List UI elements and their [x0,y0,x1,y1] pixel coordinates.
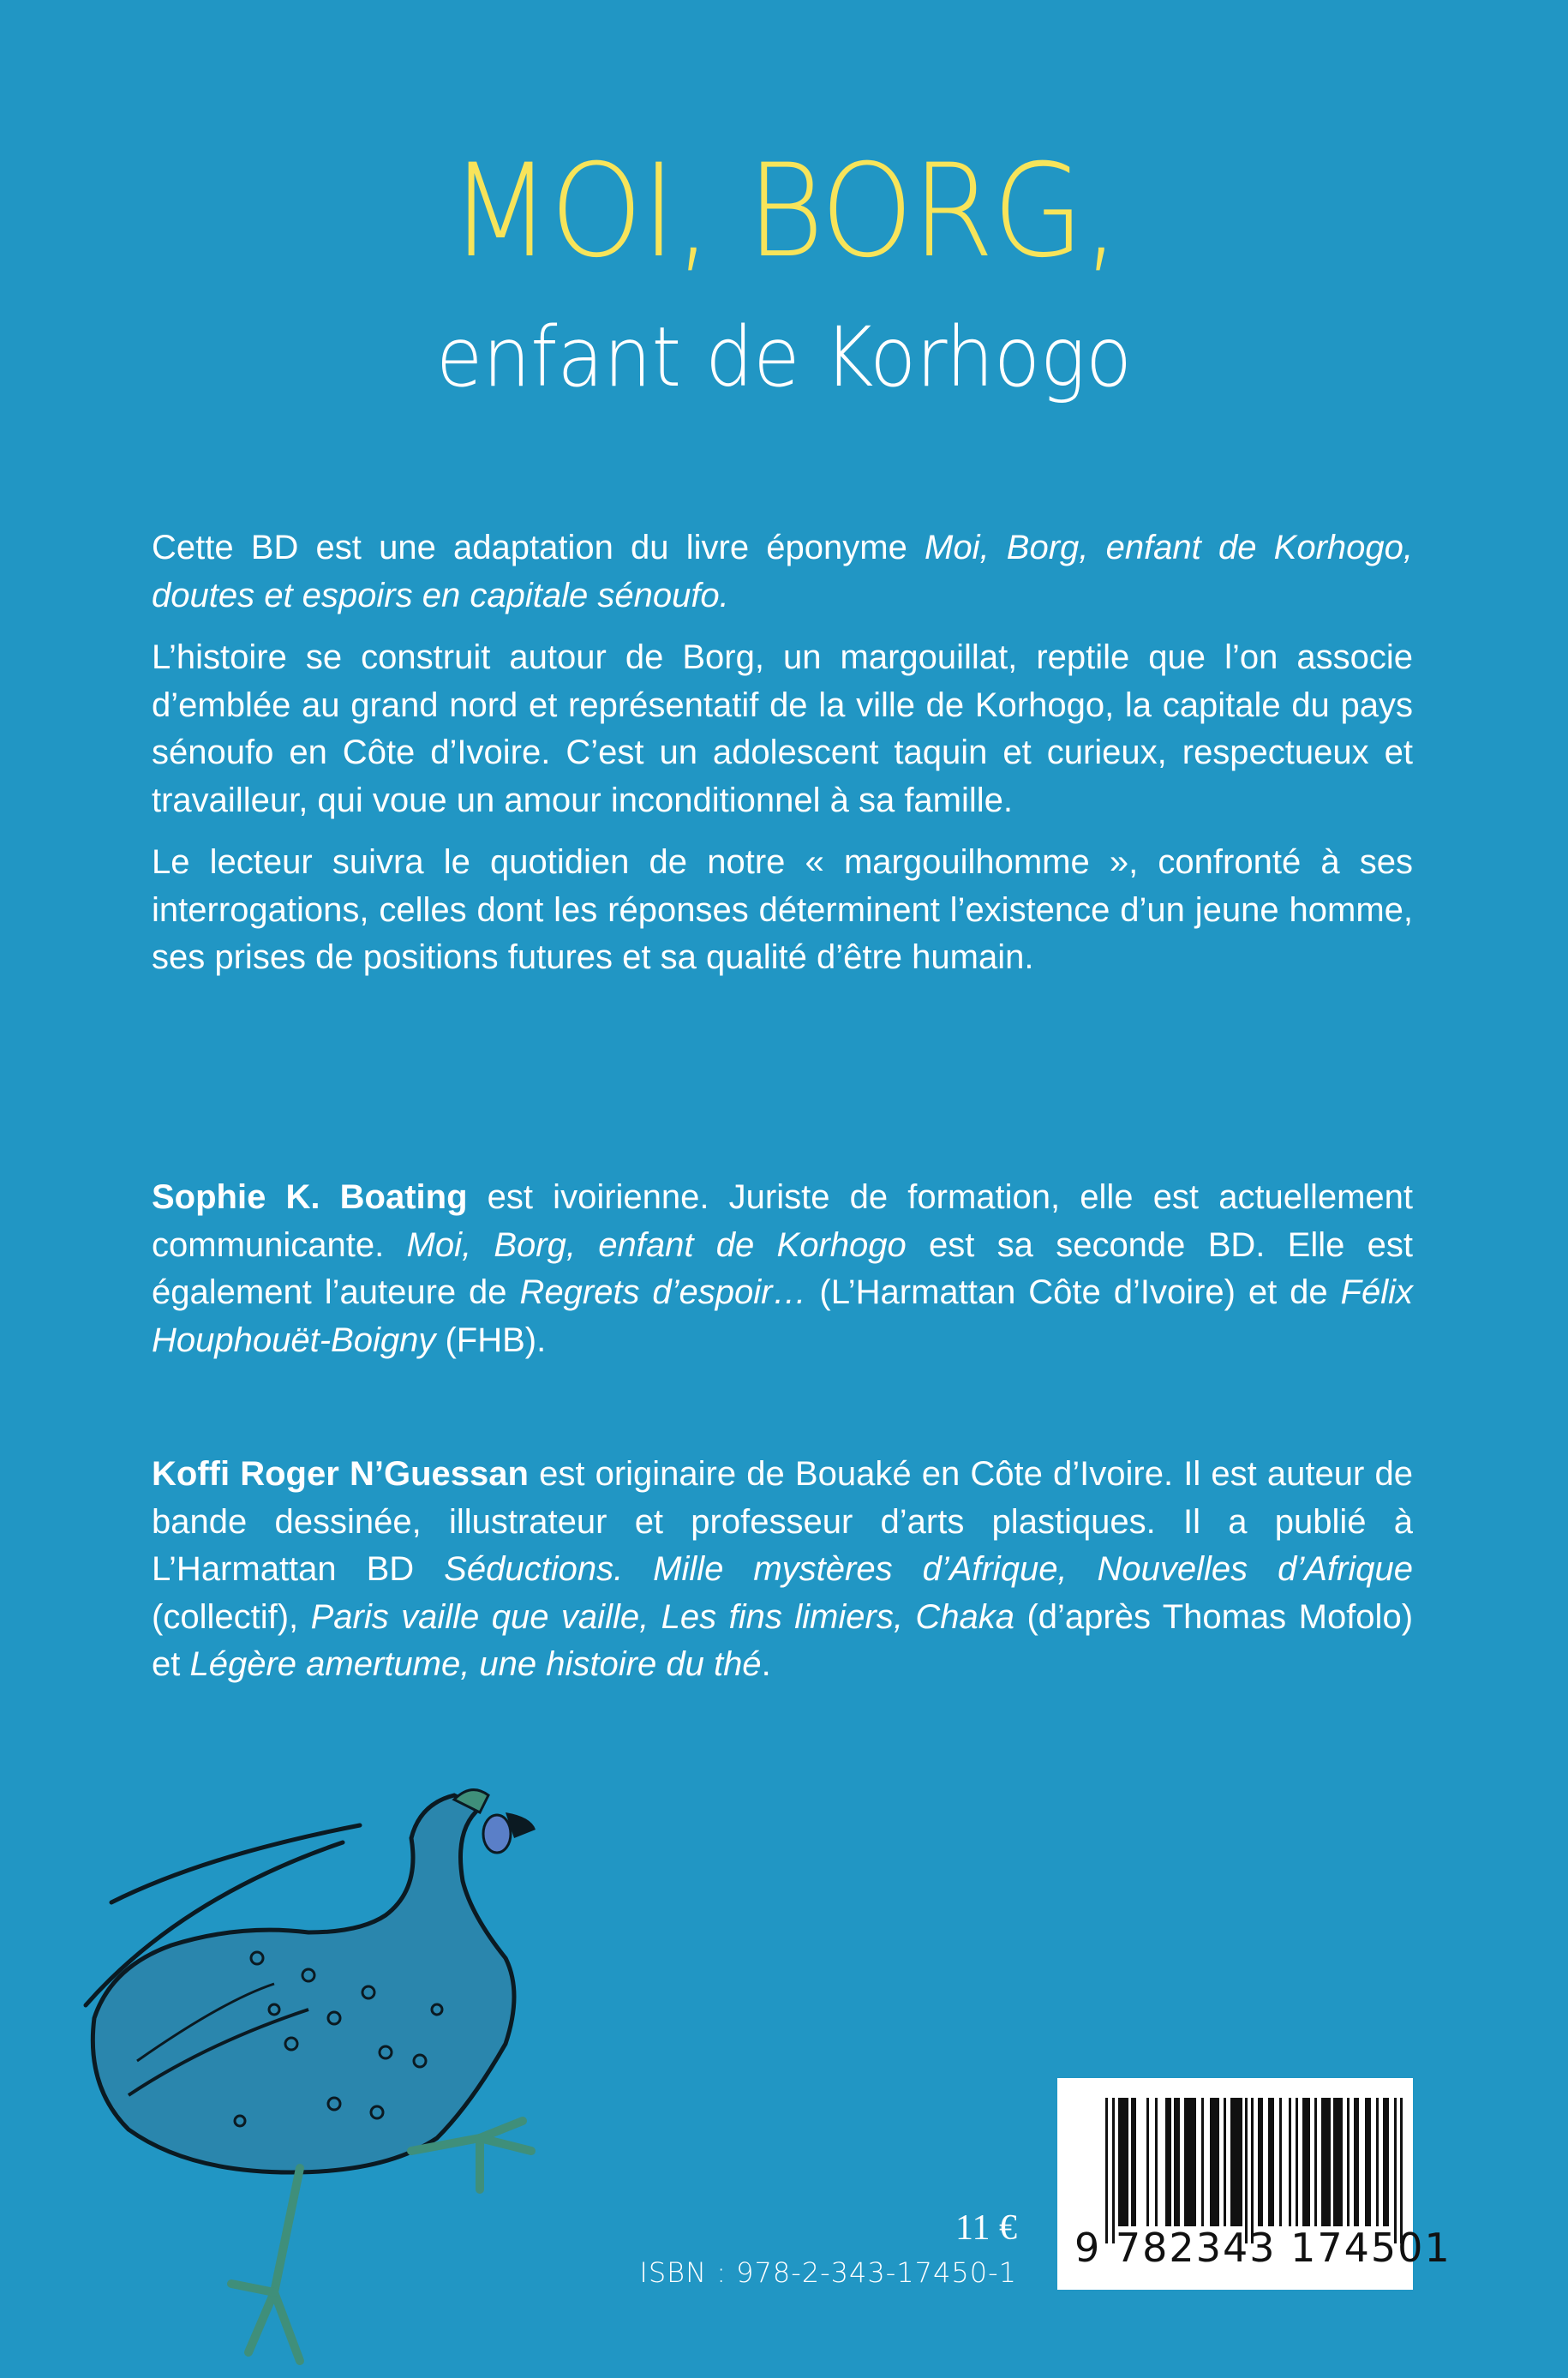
bio-title: Paris vaille que vaille, Les fins limiers, Chaka [310,1597,1015,1636]
barcode [1057,2078,1451,2290]
summary-paragraph-3: Le lecteur suivra le quotidien de notre « margouilhomme », confronté à ses interrogations, celles dont les réponses déterminent l’existence d’un jeune homme, ses prises de positions futures et sa qualité d’être humain. [152,843,1413,976]
bio-text: est ivoirienne. Juriste de formation, elle est actuellement communicante. [152,1178,1413,1264]
book-title: MOI, BORG, [449,137,1119,286]
bio-title: Séductions. Mille mystères d’Afrique, Nouvelles d’Afrique [444,1550,1413,1588]
bio-title: Félix Houphouët-Boigny [152,1273,1413,1359]
bio-text: est sa seconde BD. Elle est également l’auteure de [152,1225,1414,1311]
summary-p1-text: Cette BD est une adaptation du livre éponyme [152,529,925,566]
summary-paragraph-2: L’histoire se construit autour de Borg, un margouillat, reptile que l’on associe d’emblée au grand nord et représentatif de la ville de Korhogo, la capitale du pays sénoufo en Côte d’Ivoire. C’est un adolescent taquin et curieux, respectueux et travailleur, qui voue un amour inconditionnel à sa famille. [152,638,1413,819]
guinea-fowl-illustration [77,1761,540,2378]
author-name: Sophie K. Boating [152,1178,468,1216]
bio-text: (L’Harmattan Côte d’Ivoire) et de [806,1273,1341,1311]
price-label: 11 € [955,2208,1017,2248]
summary-paragraph-1 [152,524,1413,620]
isbn-label: ISBN : 978-2-343-17450-1 [639,2256,1017,2289]
bio-text: est originaire de Bouaké en Côte d’Ivoire. Il est auteur de bande dessinée, illustrateur et professeur d’arts plastiques. Il a publié à L’Harmattan BD [152,1455,1413,1588]
bio-text: (collectif), [152,1597,311,1636]
summary-text [152,524,1413,982]
bio-text: (d’après Thomas Mofolo) et [152,1597,1414,1683]
bio-title: Légère amertume, une histoire du thé [189,1645,762,1683]
bio-text: (FHB). [435,1321,547,1359]
bio-title: Regrets d’espoir… [519,1273,807,1311]
bio-title: Moi, Borg, enfant de Korhogo [406,1225,907,1264]
illustrator-name: Koffi Roger N’Guessan [152,1455,529,1493]
barcode-bars-icon [1105,2098,1409,2243]
barcode-digits: 9 782343 174501 [1074,2225,1451,2271]
illustrator-bio [152,1451,1413,1689]
bio-text: . [761,1645,771,1683]
author-bio [152,1174,1413,1364]
book-subtitle: enfant de Korhogo [435,309,1133,405]
summary-p1-book-title: Moi, Borg, enfant de Korhogo, doutes et espoirs en capitale sénoufo. [152,529,1413,614]
